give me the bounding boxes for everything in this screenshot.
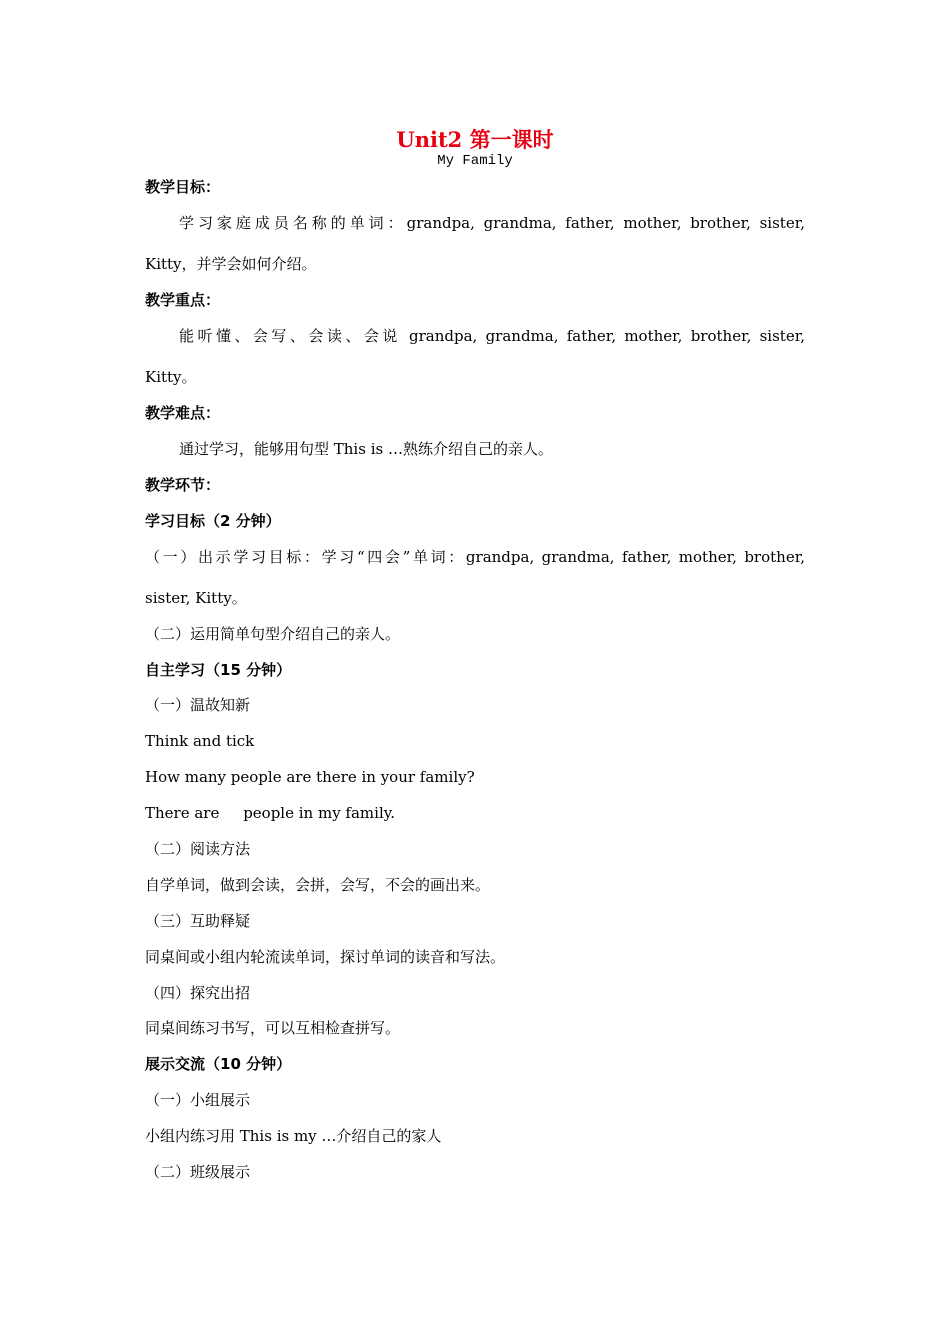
document-title: Unit2 第一课时	[396, 127, 554, 152]
show-heading: 展示交流（10 分钟）	[145, 1055, 292, 1073]
family-question: How many people are there in your family?	[145, 768, 475, 786]
self-study-item-2-text: 自学单词，做到会读，会拼，会写，不会的画出来。	[145, 876, 491, 894]
key-points-heading: 教学重点：	[145, 291, 221, 309]
steps-heading: 教学环节：	[145, 476, 221, 494]
goal-item-2: （二）运用简单句型介绍自己的亲人。	[145, 625, 401, 643]
self-study-item-1: （一）温故知新	[145, 696, 251, 714]
show-item-1: （一）小组展示	[145, 1091, 251, 1109]
self-study-item-4-text: 同桌间练习书写，可以互相检查拼写。	[145, 1019, 401, 1037]
key-points-text-line-2: Kitty。	[145, 368, 197, 386]
document-subtitle: My Family	[437, 153, 513, 169]
goal-section-heading: 学习目标（2 分钟）	[145, 512, 281, 530]
difficulties-heading: 教学难点：	[145, 404, 221, 422]
self-study-item-4: （四）探究出招	[145, 984, 251, 1002]
goal-item-1-line-2: sister, Kitty。	[145, 589, 247, 607]
self-study-item-3: （三）互助释疑	[145, 912, 251, 930]
think-and-tick: Think and tick	[145, 732, 255, 750]
self-study-heading: 自主学习（15 分钟）	[145, 661, 292, 679]
self-study-item-2: （二）阅读方法	[145, 840, 251, 858]
objectives-text-line-1: 学习家庭成员名称的单词：grandpa, grandma, father, mother, brother, sister,	[179, 214, 805, 232]
show-item-2: （二）班级展示	[145, 1163, 251, 1181]
show-item-1-text: 小组内练习用 This is my …介绍自己的家人	[145, 1127, 442, 1145]
difficulties-text: 通过学习，能够用句型 This is …熟练介绍自己的亲人。	[179, 440, 553, 458]
family-answer: There are people in my family.	[145, 804, 395, 822]
objectives-text-line-2: Kitty，并学会如何介绍。	[145, 255, 317, 273]
key-points-text-line-1: 能听懂、会写、会读、会说 grandpa, grandma, father, mother, brother, sister,	[179, 327, 805, 345]
self-study-item-3-text: 同桌间或小组内轮流读单词，探讨单词的读音和写法。	[145, 948, 506, 966]
goal-item-1-line-1: （一）出示学习目标：学习“四会”单词：grandpa, grandma, father, mother, brother,	[145, 548, 805, 566]
objectives-heading: 教学目标：	[145, 178, 221, 196]
